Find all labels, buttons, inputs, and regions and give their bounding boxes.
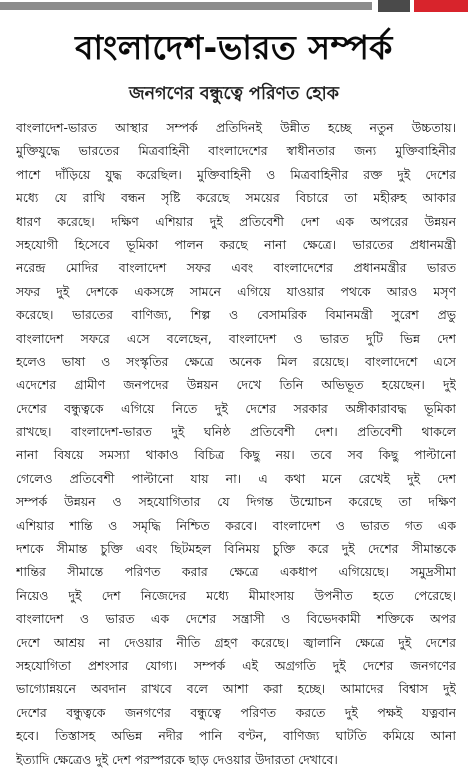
article-line: শান্তির সীমান্তে পরিণত করার ক্ষেত্রে একধাপ এগিয়েছে। সমুদ্রসীমা [16, 564, 456, 580]
article-line: বাংলাদেশ সফরে এসে বলেছেন, বাংলাদেশ ও ভারত দুটি ভিন্ন দেশ [16, 330, 456, 346]
article-line: বাংলাদেশ-ভারত আস্থার সম্পর্ক প্রতিদিনই উন্নীত হচ্ছে নতুন উচ্চতায়। [16, 120, 456, 135]
article-line: করেছে। ভারতের বাণিজ্য, শিল্প ও বেসামরিক বিমানমন্ত্রী সুরেশ প্রভু [16, 307, 456, 323]
article-line: হবে। তিস্তাসহ অভিন্ন নদীর পানি বণ্টন, বাণিজ্য ঘাটতি কমিয়ে আনা [16, 728, 456, 744]
article-line: দেশের বন্ধুত্বকে এগিয়ে নিতে দুই দেশের সরকার অঙ্গীকারাবদ্ধ ভূমিকা [16, 400, 456, 416]
article-line: এদেশের গ্রামীণ জনপদের উন্নয়ন দেখে তিনি অভিভূত হয়েছেন। দুই [16, 377, 456, 393]
article-line: সম্পর্ক উন্নয়ন ও সহযোগিতার যে দিগন্ত উন্মোচন করেছে তা দক্ষিণ [16, 494, 456, 510]
article-line: সহযোগী হিসেবে ভূমিকা পালন করছে নানা ক্ষেত্রে। ভারতের প্রধানমন্ত্রী [16, 236, 456, 252]
article-line: দেশে আশ্রয় না দেওয়ার নীতি গ্রহণ করেছে। জ্বালানি ক্ষেত্রে দুই দেশের [16, 634, 456, 650]
article-line: এশিয়ার শান্তি ও সমৃদ্ধি নিশ্চিত করবে। বাংলাদেশ ও ভারত গত এক [16, 517, 456, 533]
article-line: সহযোগিতা প্রশংসার যোগ্য। সম্পর্ক এই অগ্রগতি দুই দেশের জনগণের [16, 657, 456, 673]
article-line: নিয়েও দুই দেশ নিজেদের মধ্যে মীমাংসায় উপনীত হতে পেরেছে। [16, 587, 456, 603]
article-line: নরেন্দ্র মোদির বাংলাদেশ সফর এবং বাংলাদেশের প্রধানমন্ত্রীর ভারত [16, 260, 456, 276]
article-line: সফর দুই দেশকে একসঙ্গে সামনে এগিয়ে যাওয়ার পথকে আরও মসৃণ [16, 283, 456, 299]
article-line: দেশের বন্ধুত্বকে জনগণের বন্ধুত্বে পরিণত করতে দুই পক্ষই যত্নবান [16, 704, 456, 720]
article-line: ধারণ করেছে। দক্ষিণ এশিয়ার দুই প্রতিবেশী দেশ এক অপরের উন্নয়ন [16, 213, 456, 229]
subheadline: জনগণের বন্ধুত্বে পরিণত হোক [128, 84, 339, 104]
article-line: দশকে সীমান্ত চুক্তি এবং ছিটমহল বিনিময় চুক্তি করে দুই দেশের সীমান্তকে [16, 541, 456, 557]
article-line: রাখছে। বাংলাদেশ-ভারত দুই ঘনিষ্ঠ প্রতিবেশী দেশ। প্রতিবেশী থাকলে [16, 424, 456, 440]
article-line: মধ্যে যে রাখি বন্ধন সৃষ্টি করেছে সময়ের বিচারে তা মহীরুহ আকার [16, 190, 456, 206]
header-grey-rule [0, 2, 372, 10]
header-bar [0, 0, 468, 14]
headline: বাংলাদেশ-ভারত সম্পর্ক [75, 28, 393, 67]
article-line: ভাগ্যোন্নয়নে অবদান রাখবে বলে আশা করা হচ্ছে। আমাদের বিশ্বাস দুই [16, 681, 456, 697]
page-number-tab [378, 0, 410, 12]
article-line: মুক্তিযুদ্ধে ভারতের মিত্রবাহিনী বাংলাদেশের স্বাধীনতার জন্য মুক্তিবাহিনীর [16, 143, 456, 159]
article-line: পাশে দাঁড়িয়ে যুদ্ধ করেছিল। মুক্তিবাহিনী ও মিত্রবাহিনীর রক্ত দুই দেশের [16, 166, 456, 182]
article-line: ইত্যাদি ক্ষেত্রেও দুই দেশ পরস্পরকে ছাড় দেওয়ার উদারতা দেখাবে। [16, 751, 338, 767]
header-red-block [414, 0, 468, 12]
article-line: হলেও ভাষা ও সংস্কৃতির ক্ষেত্রে অনেক মিল রয়েছে। বাংলাদেশে এসে [16, 353, 456, 369]
article-body [16, 116, 456, 771]
article-line: নানা বিষয়ে সমস্যা থাকাও বিচিত্র কিছু নয়। তবে সব কিছু পাল্টানো [16, 447, 456, 463]
article-line: বাংলাদেশ ও ভারত এক দেশের সন্ত্রাসী ও বিভেদকামী শক্তিকে অপর [16, 611, 456, 627]
article-line: গেলেও প্রতিবেশী পাল্টানো যায় না। এ কথা মনে রেখেই দুই দেশ [16, 470, 456, 486]
